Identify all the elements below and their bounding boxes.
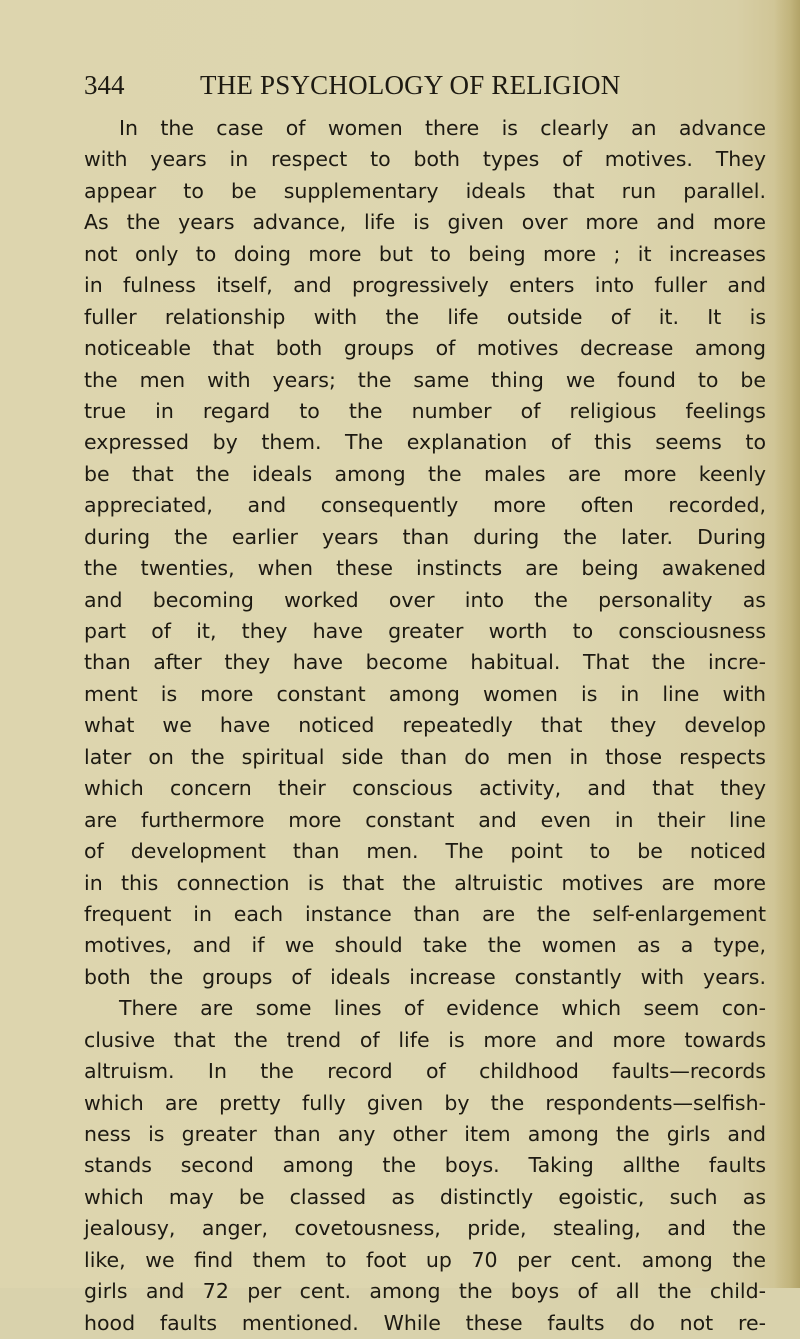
text-line: during the earlier years than during the later. During [84, 524, 766, 549]
text-line: fuller relationship with the life outside of it. It is [84, 304, 766, 329]
text-line: appear to be supplementary ideals that run parallel. [84, 178, 766, 203]
text-line: motives, and if we should take the women as a type, [84, 933, 766, 958]
text-line: in fulness itself, and progressively enters into fuller and [84, 273, 766, 298]
text-line: not only to doing more but to being more ; it increases [84, 241, 766, 266]
page-header [84, 65, 764, 105]
text-line: both the groups of ideals increase constantly with years. [84, 964, 766, 989]
text-line: the men with years; the same thing we found to be [84, 367, 766, 392]
body-text [84, 113, 766, 1339]
text-line: stands second among the boys. Taking allthe faults [84, 1153, 766, 1178]
text-line: which may be classed as distinctly egoistic, such as [84, 1184, 766, 1209]
text-line: of development than men. The point to be noticed [84, 839, 766, 864]
text-line: frequent in each instance than are the self-enlargement [84, 901, 766, 926]
text-line: like, we find them to foot up 70 per cent. among the [84, 1247, 766, 1272]
text-line: with years in respect to both types of motives. They [84, 147, 766, 172]
text-line: In the case of women there is clearly an advance [119, 116, 766, 140]
text-line: clusive that the trend of life is more and more towards [84, 1027, 766, 1052]
text-line: what we have noticed repeatedly that they develop [84, 713, 766, 738]
text-line: ment is more constant among women is in line with [84, 681, 766, 706]
text-line: As the years advance, life is given over more and more [84, 210, 766, 235]
text-line: in this connection is that the altruistic motives are more [84, 870, 766, 895]
text-line: are furthermore more constant and even in their line [84, 807, 766, 832]
text-line: part of it, they have greater worth to consciousness [84, 619, 766, 643]
text-line: which are pretty fully given by the respondents—selfish- [84, 1090, 766, 1115]
text-line: noticeable that both groups of motives decrease among [84, 336, 766, 361]
text-line: jealousy, anger, covetousness, pride, stealing, and the [84, 1216, 766, 1241]
text-line: which concern their conscious activity, and that they [84, 776, 766, 801]
page-edge-shading [774, 0, 800, 1288]
text-line: ness is greater than any other item among the girls and [84, 1122, 766, 1146]
text-line: girls and 72 per cent. among the boys of all the child- [84, 1279, 766, 1304]
page-number: 344 [84, 70, 125, 100]
text-line: hood faults mentioned. While these faults do not re- [84, 1310, 766, 1335]
text-line: than after they have become habitual. That the incre- [84, 650, 766, 675]
text-line: be that the ideals among the males are more keenly [84, 461, 766, 486]
text-line: expressed by them. The explanation of this seems to [84, 430, 766, 455]
text-line: later on the spiritual side than do men in those respects [84, 744, 766, 769]
text-line: altruism. In the record of childhood faults—records [84, 1059, 766, 1084]
running-head: THE PSYCHOLOGY OF RELIGION [200, 70, 621, 100]
text-line: and becoming worked over into the personality as [84, 587, 766, 612]
text-line: true in regard to the number of religious feelings [84, 398, 766, 423]
text-line: There are some lines of evidence which seem con- [119, 996, 766, 1021]
text-line: the twenties, when these instincts are being awakened [84, 556, 766, 581]
text-line: appreciated, and consequently more often recorded, [84, 493, 766, 518]
